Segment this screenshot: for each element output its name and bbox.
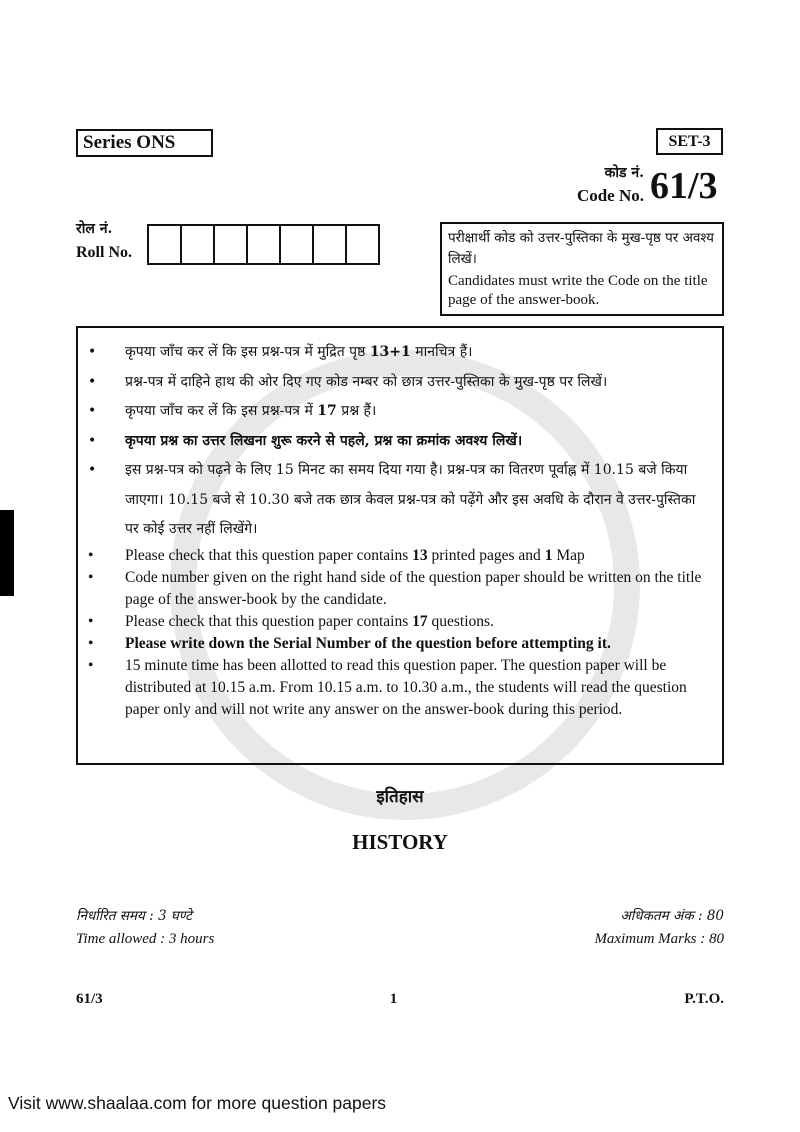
instructions-box bbox=[76, 326, 724, 765]
exam-meta bbox=[76, 905, 724, 951]
instruction-text: प्रश्न हैं। bbox=[336, 403, 377, 419]
instruction-text: Please write down the Serial Number of the question before attempting it. bbox=[125, 634, 611, 652]
instruction-text: questions. bbox=[427, 612, 494, 630]
instruction-text: 13 bbox=[412, 546, 428, 564]
instruction-text: Code number given on the right hand side of the question paper should be written on the title page of the answer-book by the candidate. bbox=[125, 568, 702, 608]
roll-label: Roll No. bbox=[76, 244, 132, 261]
instruction-item bbox=[78, 338, 712, 368]
instruction-item bbox=[78, 611, 712, 633]
series-label: Series ONS bbox=[76, 129, 213, 157]
instruction-text: कृपया प्रश्न का उत्तर लिखना शुरू करने से पहले, प्रश्न का क्रमांक अवश्य लिखें। bbox=[125, 432, 523, 449]
margin-marker bbox=[0, 510, 14, 596]
roll-number-box bbox=[347, 226, 378, 263]
instruction-item bbox=[78, 633, 712, 655]
instruction-item bbox=[78, 545, 712, 567]
instruction-text: कृपया जाँच कर लें कि इस प्रश्न-पत्र में मुद्रित पृष्ठ bbox=[125, 344, 370, 360]
max-marks-hindi: अधिकतम अंक : 80 bbox=[620, 908, 724, 924]
time-allowed-hindi: निर्धारित समय : 3 घण्टे bbox=[76, 908, 192, 924]
candidate-note-hindi: परीक्षार्थी कोड को उत्तर-पुस्तिका के मुख-पृष्ठ पर अवश्य लिखें। bbox=[448, 230, 715, 267]
footer-code: 61/3 bbox=[76, 991, 103, 1007]
roll-number-box bbox=[215, 226, 248, 263]
instruction-text: कृपया जाँच कर लें कि इस प्रश्न-पत्र में bbox=[125, 403, 318, 419]
instruction-text: printed pages and bbox=[427, 546, 545, 564]
roll-number-box bbox=[281, 226, 314, 263]
set-label: SET-3 bbox=[656, 128, 723, 155]
max-marks: Maximum Marks : 80 bbox=[594, 931, 724, 947]
roll-number-box bbox=[182, 226, 215, 263]
roll-label-hindi: रोल नं. bbox=[76, 221, 113, 237]
subject-title: HISTORY bbox=[352, 830, 448, 854]
instruction-item bbox=[78, 456, 712, 545]
code-label: Code No. bbox=[576, 186, 644, 205]
candidate-note-box bbox=[440, 222, 724, 316]
instruction-text: 15 minute time has been allotted to read this question paper. The question paper will be distributed at 10.15 a.m. From 10.15 a.m. to 10.30 a.m., the students will read the question paper only and will not write any answer on the answer-book during this period. bbox=[125, 656, 687, 718]
page-number: 1 bbox=[389, 991, 398, 1007]
page-footer bbox=[76, 989, 724, 1009]
instruction-text: 17 bbox=[412, 612, 428, 630]
roll-number-box bbox=[149, 226, 182, 263]
instruction-text: 1 bbox=[544, 546, 553, 564]
instruction-text: Map bbox=[552, 546, 585, 564]
instruction-text: प्रश्न-पत्र में दाहिने हाथ की ओर दिए गए कोड नम्बर को छात्र उत्तर-पुस्तिका के मुख-पृष्ठ पर लिखें। bbox=[125, 373, 608, 390]
instruction-text: 13+1 bbox=[369, 344, 411, 360]
instruction-item bbox=[78, 368, 712, 398]
instruction-text: Please check that this question paper contains bbox=[125, 546, 413, 564]
candidate-note-english: Candidates must write the Code on the title page of the answer-book. bbox=[448, 273, 708, 308]
roll-number-box bbox=[248, 226, 281, 263]
instructions-list bbox=[78, 328, 722, 721]
instruction-text: Please check that this question paper contains bbox=[125, 612, 413, 630]
pto-label: P.T.O. bbox=[684, 991, 724, 1007]
roll-number-boxes bbox=[147, 224, 380, 265]
time-allowed: Time allowed : 3 hours bbox=[76, 931, 215, 947]
instruction-text: 17 bbox=[317, 403, 337, 419]
code-number: 61/3 bbox=[650, 165, 718, 207]
promo-banner-link[interactable]: Visit www.shaalaa.com for more question papers bbox=[8, 1093, 387, 1113]
instruction-text: इस प्रश्न-पत्र को पढ़ने के लिए 15 मिनट का समय दिया गया है। प्रश्न-पत्र का वितरण पूर्वाह्न में 10.15 बजे किया जाएगा। 10.15 बजे से 10.30 बजे तक छात्र केवल प्रश्न-पत्र को पढ़ेंगे और इस अवधि के दौरान वे उत्तर-पुस्तिका पर कोई उत्तर नहीं लिखेंगे। bbox=[125, 462, 696, 537]
main-content bbox=[76, 326, 724, 1009]
subject-title-hindi: इतिहास bbox=[376, 787, 424, 807]
instruction-item bbox=[78, 427, 712, 457]
code-label-hindi: कोड नं. bbox=[604, 165, 644, 181]
instruction-item bbox=[78, 567, 712, 611]
roll-number-box bbox=[314, 226, 347, 263]
instruction-item bbox=[78, 655, 712, 721]
instruction-item bbox=[78, 397, 712, 427]
instruction-text: मानचित्र हैं। bbox=[410, 344, 473, 360]
